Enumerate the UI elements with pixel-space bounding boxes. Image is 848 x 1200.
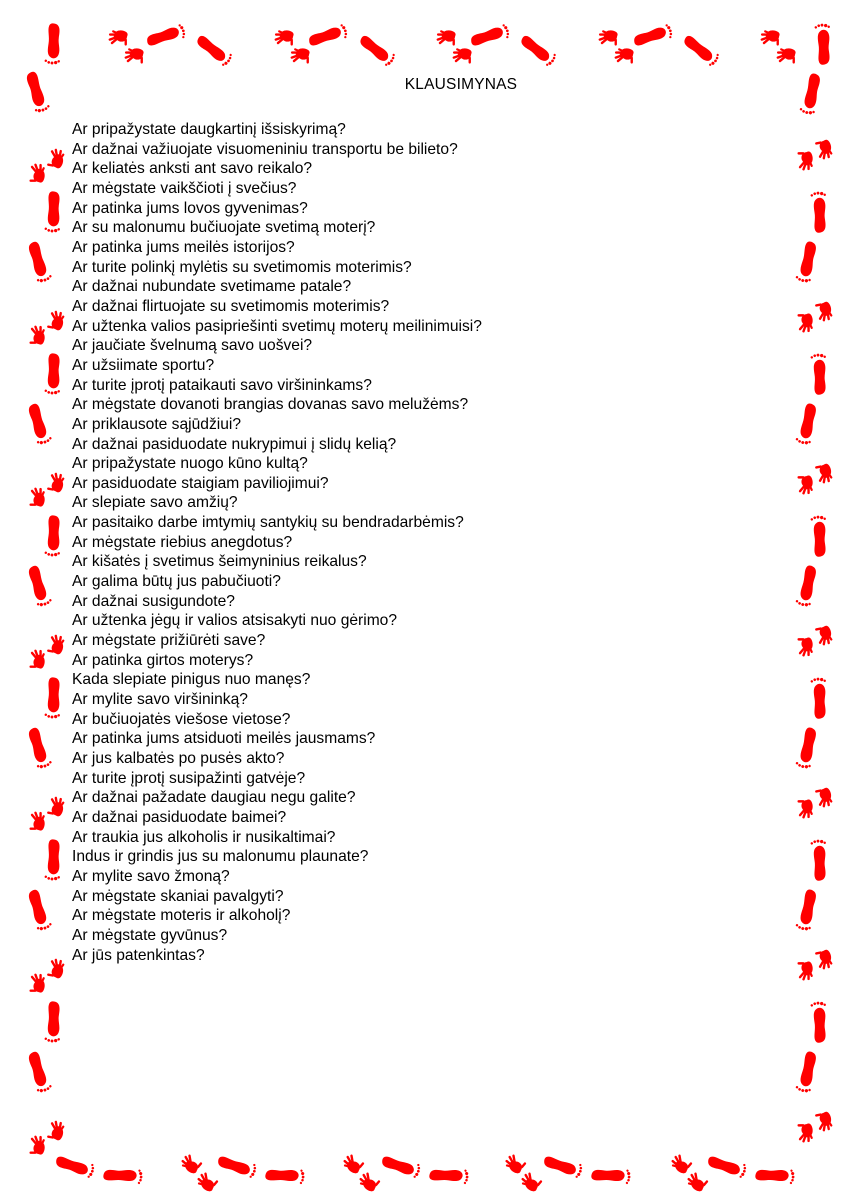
handprint-icon xyxy=(18,152,62,178)
question-item: Ar dažnai pasiduodate baimei? xyxy=(72,808,287,826)
question-item: Ar pasiduodate staigiam paviliojimui? xyxy=(72,474,329,492)
handprint-icon xyxy=(18,638,62,664)
question-item: Ar jus kalbatės po pusės akto? xyxy=(72,750,285,767)
question-item: Ar mėgstate dovanoti brangias dovanas savo melužėms? xyxy=(72,396,469,414)
question-item: Ar patinka jums lovos gyvenimas? xyxy=(72,199,308,217)
footprint-icon xyxy=(426,1162,470,1188)
handprint-icon xyxy=(18,476,62,502)
question-item: Ar kišatės į svetimus šeimyninius reikalus? xyxy=(72,553,367,571)
footprint-icon xyxy=(16,1058,60,1084)
footprint-icon xyxy=(678,36,722,62)
footprint-icon xyxy=(788,80,832,106)
footprint-icon xyxy=(30,684,74,710)
footprint-icon xyxy=(305,22,349,48)
question-item: Ar dažnai pažadate daugiau negu galite? xyxy=(72,789,356,807)
question-item: Ar galima būtų jus pabučiuoti? xyxy=(72,573,281,591)
question-item: Ar priklausote sąjūdžiui? xyxy=(72,415,242,433)
handprint-icon xyxy=(104,38,148,64)
page-title: KLAUSIMYNAS xyxy=(404,76,518,93)
footprint-icon xyxy=(262,1162,306,1188)
footprint-icon xyxy=(800,30,844,56)
handprint-icon xyxy=(500,1166,544,1192)
footprint-icon xyxy=(16,734,60,760)
footprint-icon xyxy=(784,1058,828,1084)
question-item: Ar slepiate savo amžių? xyxy=(72,494,238,512)
footprint-icon xyxy=(214,1152,258,1178)
footprint-icon xyxy=(30,1008,74,1034)
handprint-icon xyxy=(756,38,800,64)
question-item: Ar pripažystate nuogo kūno kultą? xyxy=(72,455,308,473)
question-item: Ar mėgstate prižiūrėti save? xyxy=(72,632,266,650)
question-item: Ar mėgstate gyvūnus? xyxy=(72,926,228,944)
question-item: Ar patinka jums meilės istorijos? xyxy=(72,238,295,256)
question-item: Ar turite įprotį susipažinti gatvėje? xyxy=(72,769,306,787)
handprint-icon xyxy=(18,962,62,988)
footprint-icon xyxy=(752,1162,796,1188)
question-item: Ar užtenka valios pasipriešinti svetimų moterų meilinimuisi? xyxy=(72,317,482,335)
footprint-icon xyxy=(30,198,74,224)
footprint-icon xyxy=(588,1162,632,1188)
question-item: Ar pasitaiko darbe imtymių santykių su bendradarbėmis? xyxy=(72,514,464,532)
question-item: Ar dažnai susigundote? xyxy=(72,592,235,610)
footprint-icon xyxy=(796,684,840,710)
footprint-icon xyxy=(784,248,828,274)
question-item: Ar bučiuojatės viešose vietose? xyxy=(72,710,291,728)
footprint-icon xyxy=(630,22,674,48)
footprint-icon xyxy=(540,1152,584,1178)
handprint-icon xyxy=(786,1126,830,1152)
question-item: Ar dažnai flirtuojate su svetimomis moterimis? xyxy=(72,297,390,315)
question-item: Ar pripažystate daugkartinį išsiskyrimą? xyxy=(72,121,346,138)
footprint-icon xyxy=(784,734,828,760)
question-item: Ar mylite savo viršininką? xyxy=(72,691,248,709)
question-item: Ar dažnai nubundate svetimame patale? xyxy=(72,278,352,296)
footprint-icon xyxy=(52,1152,96,1178)
handprint-icon xyxy=(18,314,62,340)
question-item: Ar su malonumu bučiuojate svetimą moterį? xyxy=(72,219,376,237)
handprint-icon xyxy=(786,316,830,342)
footprint-icon xyxy=(704,1152,748,1178)
question-item: Ar užtenka jėgų ir valios atsisakyti nuo gėrimo? xyxy=(72,612,398,630)
footprint-icon xyxy=(30,30,74,56)
question-item: Ar mėgstate moteris ir alkoholį? xyxy=(72,907,291,925)
question-item: Ar patinka jums atsiduoti meilės jausmams? xyxy=(72,730,376,748)
handprint-icon xyxy=(786,964,830,990)
footprint-icon xyxy=(191,36,235,62)
footprint-icon xyxy=(16,410,60,436)
question-item: Ar jaučiate švelnumą savo uošvei? xyxy=(72,337,313,355)
handprint-icon xyxy=(338,1166,382,1192)
question-list xyxy=(72,120,482,965)
footprint-icon xyxy=(16,572,60,598)
footprint-icon xyxy=(515,36,559,62)
footprint-icon xyxy=(14,78,58,104)
question-item: Kada slepiate pinigus nuo manęs? xyxy=(72,671,311,689)
handprint-icon xyxy=(786,154,830,180)
handprint-icon xyxy=(786,802,830,828)
footprint-icon xyxy=(796,1008,840,1034)
footprint-icon xyxy=(16,248,60,274)
footprint-icon xyxy=(30,360,74,386)
footprint-icon xyxy=(784,410,828,436)
question-item: Ar mėgstate skaniai pavalgyti? xyxy=(72,887,284,905)
footprint-icon xyxy=(796,522,840,548)
question-item: Ar mėgstate vaikščioti į svečius? xyxy=(72,179,297,197)
question-item: Ar dažnai pasiduodate nukrypimui į slidų kelią? xyxy=(72,435,397,453)
question-item: Ar turite polinkį mylėtis su svetimomis moterimis? xyxy=(72,258,412,276)
question-item: Ar traukia jus alkoholis ir nusikaltimai? xyxy=(72,828,336,846)
question-item: Ar jūs patenkintas? xyxy=(72,946,205,964)
question-item: Ar mėgstate riebius anegdotus? xyxy=(72,533,293,551)
footprint-icon xyxy=(143,22,187,48)
handprint-icon xyxy=(786,478,830,504)
question-item: Ar patinka girtos moterys? xyxy=(72,651,254,669)
handprint-icon xyxy=(18,1124,62,1150)
footprint-icon xyxy=(378,1152,422,1178)
footprint-icon xyxy=(784,896,828,922)
question-item: Ar turite įprotį pataikauti savo viršininkams? xyxy=(72,376,372,394)
question-item: Indus ir grindis jus su malonumu plaunate? xyxy=(72,848,369,866)
question-item: Ar užsiimate sportu? xyxy=(72,356,215,374)
footprint-icon xyxy=(354,36,398,62)
question-item: Ar mylite savo žmoną? xyxy=(72,867,230,885)
question-item: Ar keliatės anksti ant savo reikalo? xyxy=(72,160,313,178)
handprint-icon xyxy=(18,800,62,826)
footprint-icon xyxy=(796,360,840,386)
question-item: Ar dažnai važiuojate visuomeniniu transportu be bilieto? xyxy=(72,140,458,158)
footprint-icon xyxy=(16,896,60,922)
footprint-icon xyxy=(30,522,74,548)
footprint-icon xyxy=(30,846,74,872)
handprint-icon xyxy=(786,640,830,666)
footprint-icon xyxy=(796,198,840,224)
footprint-icon xyxy=(796,846,840,872)
footprint-icon xyxy=(784,572,828,598)
footprint-icon xyxy=(467,22,511,48)
footprint-icon xyxy=(100,1162,144,1188)
